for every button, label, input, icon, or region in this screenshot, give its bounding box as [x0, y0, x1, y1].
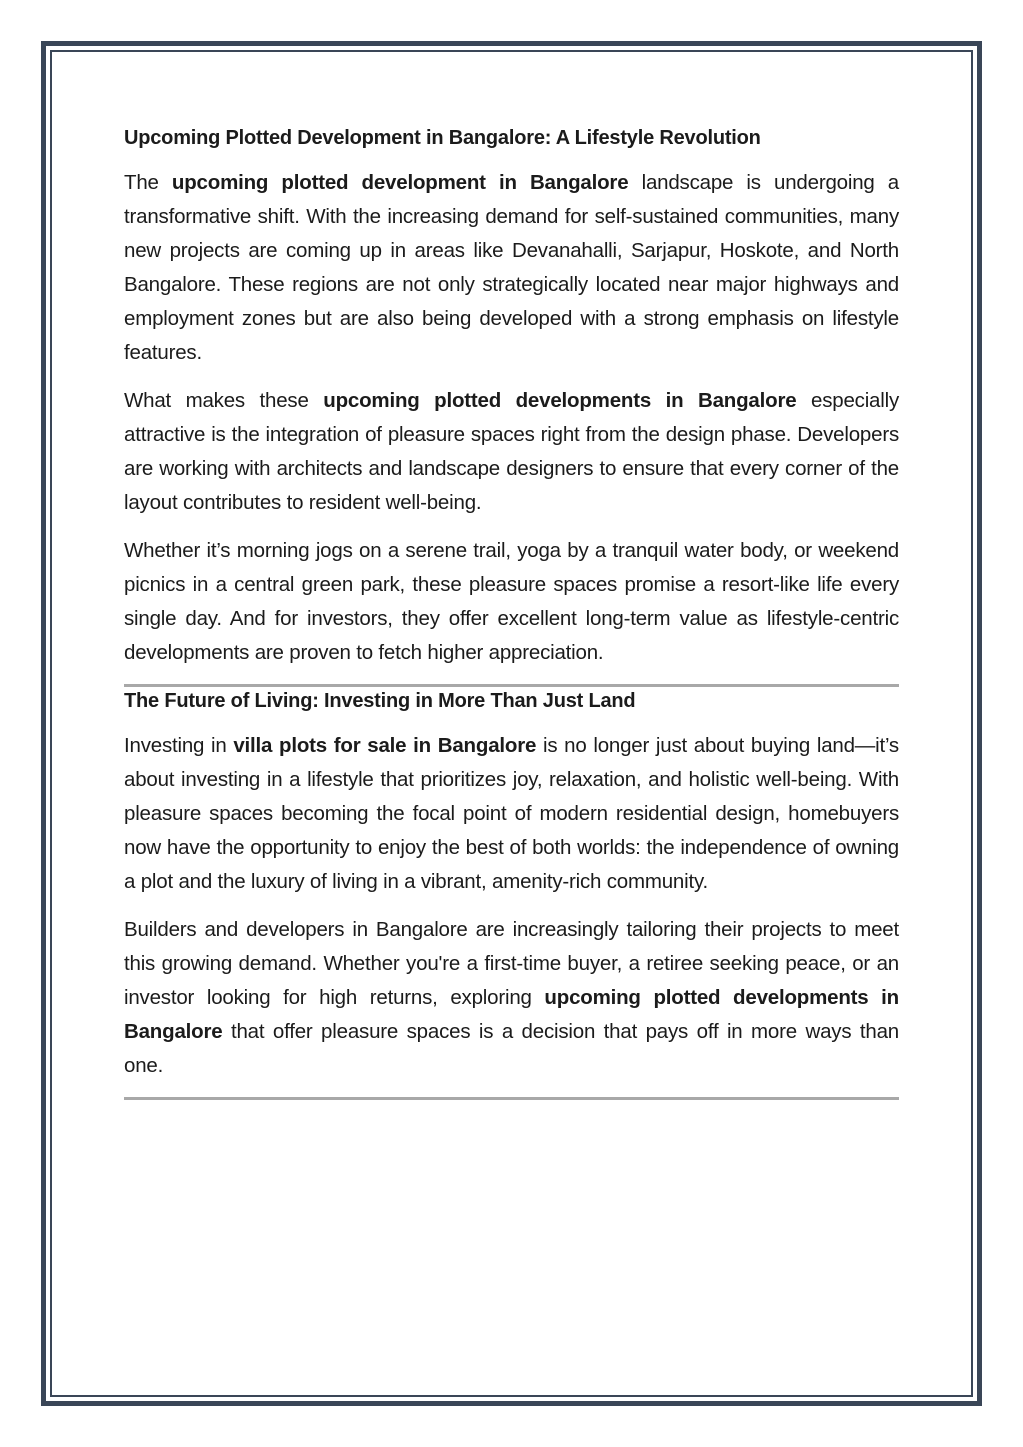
- text-run: Whether it’s morning jogs on a serene trail, yoga by a tranquil water body, or weekend picnics in a central green park, these pleasure spaces promise a resort-like life every single day. And for investors, they offer excellent long-term value as lifestyle-centric developments are proven to fetch higher appreciation.: [124, 539, 899, 664]
- paragraph: [124, 166, 899, 370]
- text-run: landscape is undergoing a transformative shift. With the increasing demand for self-sustained communities, many new projects are coming up in areas like Devanahalli, Sarjapur, Hoskote, and North Bangalore. These regions are not only strategically located near major highways and employment zones but are also being developed with a strong emphasis on lifestyle features.: [124, 171, 899, 364]
- text-run: is no longer just about buying land—it’s about investing in a lifestyle that prioritizes joy, relaxation, and holistic well-being. With pleasure spaces becoming the focal point of modern residential design, homebuyers now have the opportunity to enjoy the best of both worlds: the independence of owning a plot and the luxury of living in a vibrant, amenity-rich community.: [124, 734, 899, 893]
- bold-keyword: upcoming plotted developments in Bangalore: [124, 986, 899, 1043]
- section-divider: [124, 1097, 899, 1100]
- bold-keyword: villa plots for sale in Bangalore: [233, 734, 537, 757]
- text-run: that offer pleasure spaces is a decision that pays off in more ways than one.: [124, 1020, 899, 1077]
- paragraph: [124, 729, 899, 899]
- bold-keyword: upcoming plotted developments in Bangalore: [323, 389, 797, 412]
- paragraph: [124, 384, 899, 520]
- bold-keyword: upcoming plotted development in Bangalore: [171, 171, 629, 194]
- text-run: The: [124, 171, 172, 194]
- section-heading-future-of-living: The Future of Living: Investing in More Than Just Land: [124, 690, 636, 712]
- document-body: [124, 124, 899, 1100]
- text-run: especially attractive is the integration of pleasure spaces right from the design phase. Developers are working with architects and landscape designers to ensure that every corner of the layout contributes to resident well-being.: [124, 389, 900, 514]
- section-heading-lifestyle-revolution: Upcoming Plotted Development in Bangalore: A Lifestyle Revolution: [124, 127, 761, 149]
- text-run: Builders and developers in Bangalore are increasingly tailoring their projects to meet this growing demand. Whether you're a first-time buyer, a retiree seeking peace, or an investor looking for high returns, exploring: [124, 918, 899, 1009]
- text-run: Investing in: [124, 734, 234, 757]
- text-run: What makes these: [124, 389, 324, 412]
- paragraph: [124, 534, 899, 670]
- paragraph: [124, 913, 899, 1083]
